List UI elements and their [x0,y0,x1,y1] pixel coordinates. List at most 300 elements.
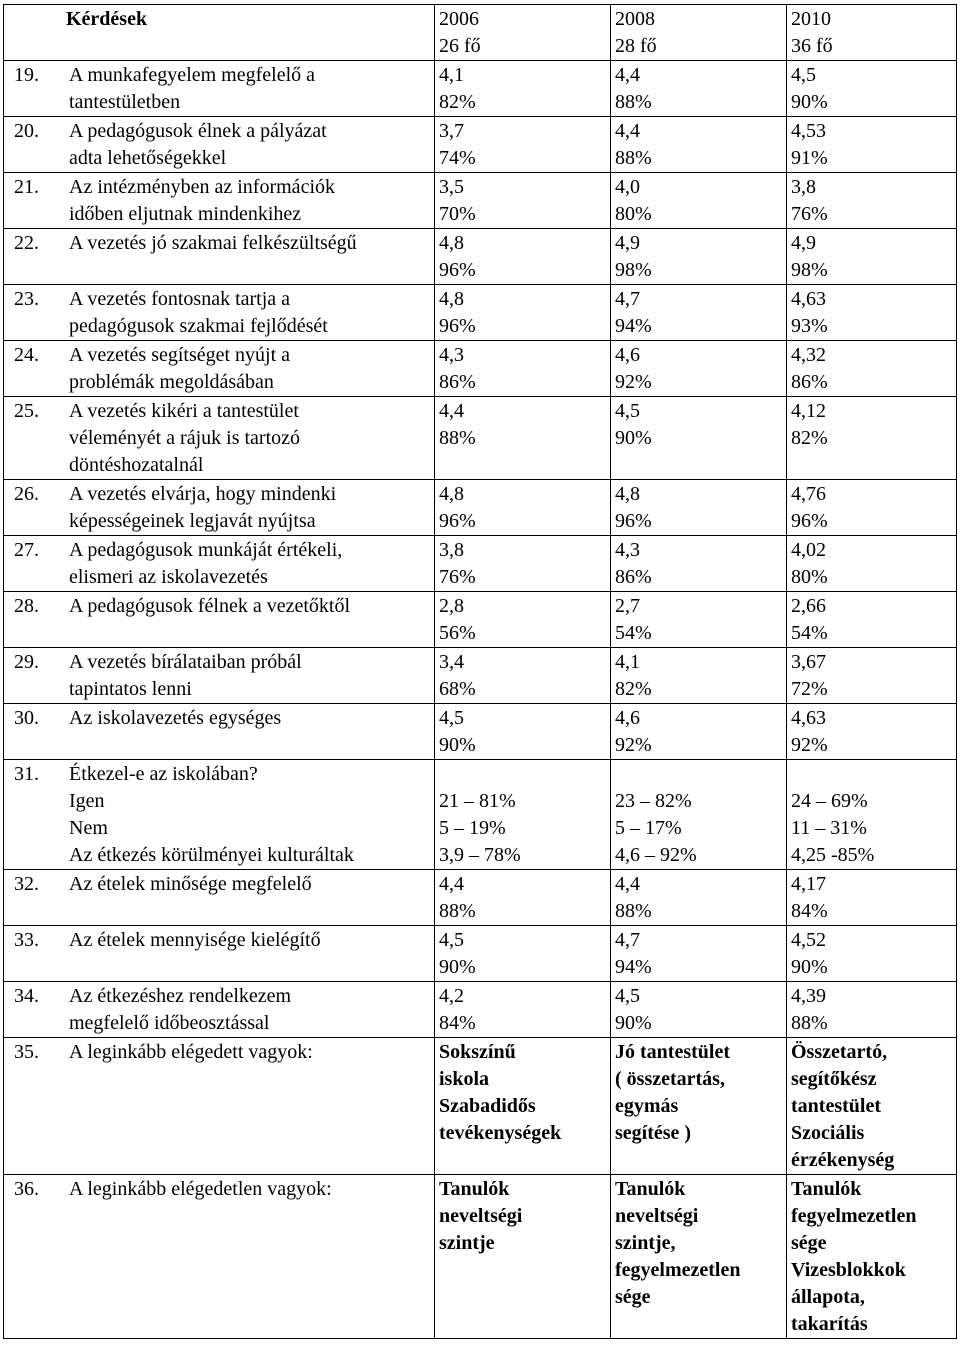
percentage: 56% [439,622,476,644]
score-cell [435,926,611,982]
table-row [4,117,957,173]
score-cell [611,536,787,592]
answer-line: szintje, [615,1232,676,1254]
score-cell [435,285,611,341]
percentage: 92% [791,734,828,756]
average-score: 4,5 [615,985,640,1007]
question-cell [4,536,435,592]
percentage: 88% [615,147,652,169]
question [8,871,430,898]
average-score: 3,4 [439,651,464,673]
table-row [4,982,957,1038]
question [8,286,430,340]
percentage: 96% [439,259,476,281]
average-score: 4,76 [791,483,826,505]
score-cell [787,117,957,173]
average-score: 4,6 [615,344,640,366]
question-cell [4,229,435,285]
average-score: 3,7 [439,120,464,142]
table-row [4,592,957,648]
score-cell [435,61,611,117]
average-score: 4,39 [791,985,826,1007]
year-header-2006 [435,5,611,61]
question-cell [4,760,435,870]
question [8,1176,430,1203]
table-row [4,870,957,926]
percentage: 76% [439,566,476,588]
question-text-line: tantestületben [69,91,181,113]
question-text-line: A munkafegyelem megfelelő a [69,64,316,86]
questions-header: Kérdések [4,5,435,61]
table-row [4,341,957,397]
percentage: 80% [615,203,652,225]
score-cell [611,760,787,870]
answer-line: állapota, [791,1286,865,1308]
score-cell [787,648,957,704]
score-cell [435,982,611,1038]
question-number: 33. [14,929,39,951]
percentage: 88% [615,91,652,113]
answer-line: fegyelmezetlen [791,1205,917,1227]
answer-cell [787,1038,957,1175]
average-score: 4,4 [615,64,640,86]
answer-line: sége [791,1232,827,1254]
percentage: 94% [615,956,652,978]
answer-value: 11 – 31% [791,817,867,839]
question-text-line: Az ételek mennyisége kielégítő [69,929,321,951]
percentage: 86% [615,566,652,588]
respondent-count: 36 fő [791,35,833,57]
percentage: 90% [615,1012,652,1034]
question-cell [4,61,435,117]
year-label: 2008 [615,8,655,30]
question-text-line: időben eljutnak mindenkihez [69,203,302,225]
percentage: 90% [791,956,828,978]
answer-line: egymás [615,1095,679,1117]
question-text-line: A leginkább elégedett vagyok: [69,1041,313,1063]
question-text [69,1039,430,1066]
table-row [4,285,957,341]
average-score: 4,7 [615,288,640,310]
question-cell [4,480,435,536]
answer-line: neveltségi [439,1205,523,1227]
percentage: 84% [791,900,828,922]
question-text [69,927,430,954]
score-cell [611,229,787,285]
average-score: 4,5 [615,400,640,422]
question-text [69,983,430,1037]
question-cell [4,926,435,982]
answer-line: Tanulók [439,1178,510,1200]
average-score: 4,9 [791,232,816,254]
average-score: 4,4 [439,873,464,895]
percentage: 98% [615,259,652,281]
percentage: 93% [791,315,828,337]
average-score: 4,8 [439,288,464,310]
question-text-line: képességeinek legjavát nyújtsa [69,510,316,532]
year-label: 2006 [439,8,479,30]
answer-line: Összetartó, [791,1041,888,1063]
percentage: 94% [615,315,652,337]
question-cell [4,173,435,229]
score-cell [611,704,787,760]
score-cell [611,870,787,926]
score-cell [787,173,957,229]
question-text [69,871,430,898]
score-cell [611,480,787,536]
average-score: 4,53 [791,120,826,142]
answer-value: 5 – 17% [615,817,682,839]
question [8,537,430,591]
table-row [4,397,957,480]
score-cell [611,926,787,982]
survey-table [3,4,957,1339]
percentage: 90% [615,427,652,449]
average-score: 4,12 [791,400,826,422]
average-score: 4,4 [615,120,640,142]
question-text-line: A leginkább elégedetlen vagyok: [69,1178,332,1200]
question-text [69,398,430,479]
question-text-line: véleményét a rájuk is tartozó [69,427,301,449]
answer-line: Sokszínű [439,1041,516,1063]
question-text-line: megfelelő időbeosztással [69,1012,270,1034]
score-cell [435,592,611,648]
average-score: 4,8 [439,232,464,254]
score-cell [787,229,957,285]
score-cell [435,704,611,760]
score-cell [435,117,611,173]
score-cell [435,397,611,480]
percentage: 86% [791,371,828,393]
question [8,174,430,228]
percentage: 88% [615,900,652,922]
average-score: 4,0 [615,176,640,198]
answer-cell [787,1175,957,1339]
question-number: 26. [14,483,39,505]
answer-option: Az étkezés körülményei kulturáltak [69,844,354,866]
average-score: 4,52 [791,929,826,951]
percentage: 92% [615,734,652,756]
question-cell [4,704,435,760]
question-number: 36. [14,1178,39,1200]
answer-value: 21 – 81% [439,790,516,812]
question-text [69,649,430,703]
question-number: 25. [14,400,39,422]
question [8,230,430,257]
question-text [69,342,430,396]
question-text-line: Az ételek minősége megfelelő [69,873,312,895]
answer-line: fegyelmezetlen [615,1259,741,1281]
question-cell [4,1038,435,1175]
year-label: 2010 [791,8,831,30]
question-cell [4,592,435,648]
average-score: 4,1 [439,64,464,86]
score-cell [787,982,957,1038]
percentage: 74% [439,147,476,169]
question-cell [4,341,435,397]
score-cell [611,173,787,229]
answer-line: tantestület [791,1095,881,1117]
question-text-line: A vezetés segítséget nyújt a [69,344,291,366]
table-row [4,704,957,760]
average-score: 3,8 [791,176,816,198]
answer-line: sége [615,1286,651,1308]
answer-value: 3,9 – 78% [439,844,521,866]
question-text-line: adta lehetőségekkel [69,147,227,169]
question-number: 32. [14,873,39,895]
question-number: 20. [14,120,39,142]
year-header-2010 [787,5,957,61]
question-text [69,705,430,732]
question [8,593,430,620]
score-cell [611,397,787,480]
answer-line: Tanulók [791,1178,862,1200]
average-score: 4,1 [615,651,640,673]
answer-line: Szociális [791,1122,865,1144]
table-row [4,61,957,117]
answer-cell [435,1038,611,1175]
question-text [69,230,430,257]
question-cell [4,397,435,480]
average-score: 4,6 [615,707,640,729]
score-cell [611,285,787,341]
question-number: 35. [14,1041,39,1063]
question-text-line: A vezetés jó szakmai felkészültségű [69,232,357,254]
answer-line: érzékenység [791,1149,895,1171]
average-score: 4,63 [791,288,826,310]
survey-body [4,61,957,1339]
question-text-line: Az intézményben az információk [69,176,335,198]
question-text [69,118,430,172]
average-score: 4,4 [439,400,464,422]
question [8,62,430,116]
answer-line: Vizesblokkok [791,1259,906,1281]
average-score: 2,8 [439,595,464,617]
score-cell [435,480,611,536]
average-score: 3,5 [439,176,464,198]
table-row [4,1175,957,1339]
table-row [4,648,957,704]
answer-line: segítőkész [791,1068,877,1090]
question-number: 19. [14,64,39,86]
answer-value: 23 – 82% [615,790,692,812]
answer-value: 5 – 19% [439,817,506,839]
question-number: 31. [14,763,39,785]
question-text [69,174,430,228]
question-number: 34. [14,985,39,1007]
question [8,927,430,954]
question-text-line: pedagógusok szakmai fejlődését [69,315,328,337]
score-cell [787,592,957,648]
percentage: 88% [791,1012,828,1034]
answer-value: 24 – 69% [791,790,868,812]
answer-line: iskola [439,1068,490,1090]
percentage: 90% [439,734,476,756]
year-header-2008 [611,5,787,61]
table-row [4,480,957,536]
average-score: 4,63 [791,707,826,729]
answer-line: tevékenységek [439,1122,562,1144]
average-score: 4,9 [615,232,640,254]
answer-line: ( összetartás, [615,1068,725,1090]
question-number: 22. [14,232,39,254]
answer-option: Igen [69,790,105,812]
percentage: 68% [439,678,476,700]
question-text-line: A pedagógusok munkáját értékeli, [69,539,343,561]
question-text-line: A pedagógusok élnek a pályázat [69,120,327,142]
score-cell [435,536,611,592]
answer-line: Tanulók [615,1178,686,1200]
question-text-line: elismeri az iskolavezetés [69,566,268,588]
average-score: 3,8 [439,539,464,561]
average-score: 4,32 [791,344,826,366]
header-row [4,5,957,61]
percentage: 82% [791,427,828,449]
question-cell [4,285,435,341]
average-score: 4,2 [439,985,464,1007]
score-cell [611,117,787,173]
table-row [4,926,957,982]
answer-line: Szabadidős [439,1095,536,1117]
question-text-line: tapintatos lenni [69,678,192,700]
percentage: 90% [439,956,476,978]
question [8,761,430,869]
score-cell [787,397,957,480]
question-text-line: döntéshozatalnál [69,454,204,476]
percentage: 82% [439,91,476,113]
average-score: 4,3 [439,344,464,366]
percentage: 88% [439,900,476,922]
question-number: 29. [14,651,39,673]
answer-line: Jó tantestület [615,1041,730,1063]
percentage: 96% [791,510,828,532]
question [8,649,430,703]
average-score: 4,8 [615,483,640,505]
score-cell [787,61,957,117]
average-score: 4,02 [791,539,826,561]
question [8,481,430,535]
table-row [4,760,957,870]
average-score: 4,4 [615,873,640,895]
score-cell [435,341,611,397]
answer-value: 4,25 -85% [791,844,875,866]
score-cell [611,648,787,704]
answer-cell [611,1038,787,1175]
question [8,398,430,479]
percentage: 72% [791,678,828,700]
table-row [4,229,957,285]
respondent-count: 26 fő [439,35,481,57]
question-text [69,62,430,116]
question-text [69,537,430,591]
question-number: 21. [14,176,39,198]
percentage: 90% [791,91,828,113]
score-cell [435,760,611,870]
score-cell [435,173,611,229]
percentage: 76% [791,203,828,225]
percentage: 80% [791,566,828,588]
question-cell [4,870,435,926]
question-text-line: A vezetés fontosnak tartja a [69,288,291,310]
answer-value: 4,6 – 92% [615,844,697,866]
question-text-line: problémák megoldásában [69,371,274,393]
average-score: 4,17 [791,873,826,895]
answer-line: neveltségi [615,1205,699,1227]
answer-option: Nem [69,817,108,839]
question-cell [4,648,435,704]
average-score: 4,5 [791,64,816,86]
percentage: 54% [791,622,828,644]
score-cell [787,480,957,536]
score-cell [611,341,787,397]
question-text-line: Étkezel-e az iskolában? [69,763,258,785]
question-text-line: A pedagógusok félnek a vezetőktől [69,595,351,617]
question-cell [4,117,435,173]
answer-cell [435,1175,611,1339]
percentage: 96% [439,510,476,532]
percentage: 96% [439,315,476,337]
percentage: 86% [439,371,476,393]
percentage: 91% [791,147,828,169]
score-cell [787,536,957,592]
average-score: 4,3 [615,539,640,561]
score-cell [787,760,957,870]
question-text-line: Az étkezéshez rendelkezem [69,985,292,1007]
average-score: 3,67 [791,651,826,673]
average-score: 2,66 [791,595,826,617]
score-cell [611,592,787,648]
table-row [4,1038,957,1175]
table-row [4,536,957,592]
answer-line: takarítás [791,1313,868,1335]
question-text-line: A vezetés kikéri a tantestület [69,400,299,422]
answer-line: segítése ) [615,1122,692,1144]
answer-cell [611,1175,787,1339]
percentage: 96% [615,510,652,532]
question-text [69,286,430,340]
score-cell [611,982,787,1038]
percentage: 82% [615,678,652,700]
percentage: 54% [615,622,652,644]
question-number: 30. [14,707,39,729]
score-cell [787,926,957,982]
score-cell [435,870,611,926]
percentage: 88% [439,427,476,449]
question-number: 28. [14,595,39,617]
question-number: 24. [14,344,39,366]
question-cell [4,1175,435,1339]
percentage: 70% [439,203,476,225]
percentage: 92% [615,371,652,393]
question-text-line: Az iskolavezetés egységes [69,707,282,729]
answer-line: szintje [439,1232,495,1254]
respondent-count: 28 fő [615,35,657,57]
percentage: 84% [439,1012,476,1034]
question-text [69,761,430,869]
question [8,118,430,172]
question [8,342,430,396]
table-row [4,173,957,229]
average-score: 4,8 [439,483,464,505]
question-text [69,1176,430,1203]
score-cell [787,870,957,926]
question-text-line: A vezetés elvárja, hogy mindenki [69,483,337,505]
percentage: 98% [791,259,828,281]
question [8,1039,430,1066]
average-score: 4,5 [439,707,464,729]
question-text [69,481,430,535]
question [8,983,430,1037]
